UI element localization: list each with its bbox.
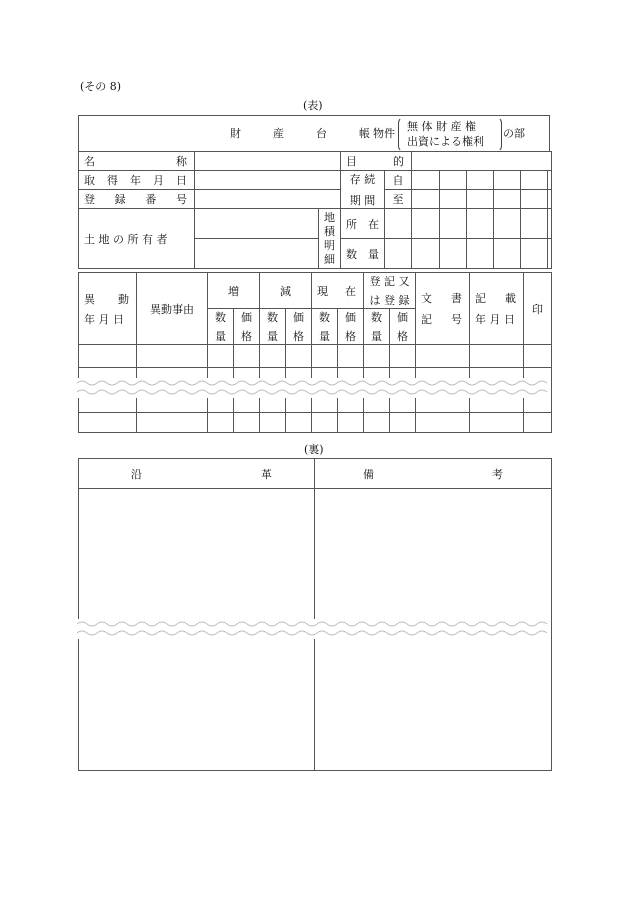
land-detail-label-cell bbox=[319, 209, 341, 269]
price-label-1: 価 bbox=[293, 311, 304, 324]
data-cell[interactable] bbox=[286, 345, 312, 368]
label-char: 備 bbox=[363, 467, 374, 481]
form-title bbox=[230, 128, 370, 139]
label-char: 年 bbox=[130, 174, 141, 187]
data-cell[interactable] bbox=[79, 345, 137, 368]
location-cell[interactable] bbox=[548, 209, 552, 239]
qty-subheader bbox=[364, 309, 390, 345]
data-cell[interactable] bbox=[416, 345, 470, 368]
seal-header bbox=[524, 273, 552, 345]
back-side-label: (裏) bbox=[304, 443, 324, 456]
quantity-label-cell bbox=[341, 239, 385, 269]
price-label-2: 格 bbox=[345, 330, 356, 343]
price-subheader bbox=[390, 309, 416, 345]
registration-label-1: 登 記 又 bbox=[369, 275, 410, 288]
label-char: 録 bbox=[114, 193, 126, 206]
duration-label-cell bbox=[341, 171, 385, 209]
data-cell[interactable] bbox=[312, 413, 338, 433]
title-char: 台 bbox=[316, 127, 327, 140]
from-cell[interactable] bbox=[412, 171, 440, 190]
history-header bbox=[79, 459, 315, 489]
from-cell[interactable] bbox=[440, 171, 467, 190]
location-cell[interactable] bbox=[467, 209, 494, 239]
data-cell[interactable] bbox=[416, 413, 470, 433]
label-char: 文 bbox=[421, 292, 432, 305]
data-cell[interactable] bbox=[286, 413, 312, 433]
from-cell[interactable] bbox=[521, 171, 548, 190]
to-cell[interactable] bbox=[548, 190, 552, 209]
location-cell[interactable] bbox=[412, 209, 440, 239]
location-label: 所 在 bbox=[346, 217, 380, 231]
from-cell[interactable] bbox=[548, 171, 552, 190]
title-char: 財 bbox=[230, 127, 241, 140]
data-cell[interactable] bbox=[338, 345, 364, 368]
table-row bbox=[79, 413, 552, 433]
label-char: 登 bbox=[84, 193, 95, 206]
entry-date-header bbox=[470, 273, 524, 345]
entry-date-label: 年 月 日 bbox=[475, 313, 515, 326]
bracket-option-intangible: 無 体 財 産 権 bbox=[407, 120, 476, 133]
location-cell[interactable] bbox=[494, 209, 521, 239]
location-cell[interactable] bbox=[440, 209, 467, 239]
page-number-label: (その 8) bbox=[80, 80, 122, 93]
price-subheader bbox=[338, 309, 364, 345]
from-cell[interactable] bbox=[467, 171, 494, 190]
data-cell[interactable] bbox=[524, 413, 552, 433]
decrease-label: 減 bbox=[280, 284, 291, 298]
data-cell[interactable] bbox=[137, 413, 208, 433]
price-label-1: 価 bbox=[397, 311, 408, 324]
to-cell[interactable] bbox=[440, 190, 467, 209]
remarks-header bbox=[315, 459, 552, 489]
acquired-date-value-cell[interactable] bbox=[195, 171, 341, 190]
back-table bbox=[78, 458, 552, 771]
label-char: 取 bbox=[84, 174, 95, 187]
quantity-label: 数 量 bbox=[346, 247, 380, 261]
duration-label-1: 存 続 bbox=[349, 173, 376, 186]
buken-label: 物件 bbox=[373, 127, 395, 140]
change-date-header bbox=[79, 273, 137, 345]
document-no-header bbox=[416, 273, 470, 345]
to-label-cell bbox=[385, 190, 412, 209]
qty-label-2: 量 bbox=[215, 330, 226, 343]
qty-label-1: 数 bbox=[319, 311, 330, 324]
data-cell[interactable] bbox=[390, 413, 416, 433]
back-table-break-marker bbox=[77, 619, 551, 639]
qty-label-1: 数 bbox=[371, 311, 382, 324]
to-cell[interactable] bbox=[467, 190, 494, 209]
price-label-1: 価 bbox=[241, 311, 252, 324]
data-cell[interactable] bbox=[234, 413, 260, 433]
quantity-cell[interactable] bbox=[548, 239, 552, 269]
label-char: 革 bbox=[261, 467, 272, 481]
label-char: 記 bbox=[421, 313, 432, 326]
data-cell[interactable] bbox=[208, 413, 234, 433]
qty-label-2: 量 bbox=[319, 330, 330, 343]
label-char: 名 bbox=[84, 155, 95, 168]
quantity-cell[interactable] bbox=[440, 239, 467, 269]
label-char: 載 bbox=[505, 292, 516, 305]
bracket-option-investment: 出資による権利 bbox=[407, 135, 484, 148]
change-date-label: 年 月 日 bbox=[84, 312, 124, 326]
label-char: 考 bbox=[492, 467, 503, 481]
purpose-label-cell bbox=[341, 152, 412, 171]
quantity-cell[interactable] bbox=[385, 239, 412, 269]
seal-label: 印 bbox=[532, 302, 543, 316]
price-label-2: 格 bbox=[397, 330, 408, 343]
land-detail-label: 地 積 明 細 bbox=[324, 210, 335, 266]
qty-subheader bbox=[208, 309, 234, 345]
name-label-cell bbox=[79, 152, 195, 171]
title-char: 産 bbox=[273, 127, 284, 140]
decrease-header bbox=[260, 273, 312, 309]
land-owner-value-cell-2[interactable] bbox=[195, 239, 319, 269]
price-subheader bbox=[286, 309, 312, 345]
location-label-cell bbox=[341, 209, 385, 239]
label-char: 異 bbox=[84, 292, 95, 306]
quantity-cell[interactable] bbox=[412, 239, 440, 269]
registration-label-2: は 登 録 bbox=[369, 294, 410, 307]
label-char: 番 bbox=[145, 193, 157, 206]
price-subheader bbox=[234, 309, 260, 345]
data-cell[interactable] bbox=[260, 345, 286, 368]
label-char: 目 bbox=[346, 155, 358, 168]
title-char: 帳 bbox=[359, 127, 370, 140]
increase-label: 増 bbox=[228, 284, 239, 298]
label-char: 号 bbox=[451, 313, 462, 326]
data-cell[interactable] bbox=[208, 345, 234, 368]
data-cell[interactable] bbox=[364, 413, 390, 433]
qty-label-2: 量 bbox=[371, 330, 382, 343]
data-cell[interactable] bbox=[364, 345, 390, 368]
label-char: 書 bbox=[451, 292, 462, 305]
front-side-label: (表) bbox=[303, 99, 323, 112]
qty-subheader bbox=[312, 309, 338, 345]
reg-no-label-cell bbox=[79, 190, 195, 209]
no-bu-label: の部 bbox=[503, 127, 525, 140]
label-char: 月 bbox=[153, 174, 164, 187]
change-reason-header bbox=[137, 273, 208, 345]
label-char: 在 bbox=[345, 284, 356, 298]
qty-label-2: 量 bbox=[267, 330, 278, 343]
current-header bbox=[312, 273, 364, 309]
qty-label-1: 数 bbox=[267, 311, 278, 324]
data-cell[interactable] bbox=[260, 413, 286, 433]
data-cell[interactable] bbox=[338, 413, 364, 433]
data-cell[interactable] bbox=[312, 345, 338, 368]
change-history-table bbox=[78, 272, 552, 433]
location-cell[interactable] bbox=[521, 209, 548, 239]
data-cell[interactable] bbox=[470, 345, 524, 368]
data-cell[interactable] bbox=[137, 345, 208, 368]
table-row bbox=[79, 345, 552, 368]
acquired-date-label-cell bbox=[79, 171, 195, 190]
quantity-cell[interactable] bbox=[521, 239, 548, 269]
table-break-marker bbox=[77, 378, 551, 398]
increase-header bbox=[208, 273, 260, 309]
land-owner-value-cell[interactable] bbox=[195, 209, 319, 239]
label-char: 的 bbox=[393, 155, 405, 168]
from-label: 自 bbox=[392, 174, 404, 187]
land-owner-label: 土 地 の 所 有 者 bbox=[84, 232, 168, 246]
label-char: 号 bbox=[175, 193, 187, 206]
label-char: 日 bbox=[176, 174, 187, 187]
qty-subheader bbox=[260, 309, 286, 345]
to-cell[interactable] bbox=[494, 190, 521, 209]
to-cell[interactable] bbox=[521, 190, 548, 209]
label-char: 記 bbox=[475, 292, 486, 305]
data-cell[interactable] bbox=[524, 345, 552, 368]
data-cell[interactable] bbox=[234, 345, 260, 368]
location-cell[interactable] bbox=[385, 209, 412, 239]
label-char: 沿 bbox=[131, 467, 142, 481]
data-cell[interactable] bbox=[470, 413, 524, 433]
data-cell[interactable] bbox=[79, 413, 137, 433]
purpose-value-cell[interactable] bbox=[412, 152, 552, 171]
qty-label-1: 数 bbox=[215, 311, 226, 324]
label-char: 称 bbox=[176, 155, 187, 168]
label-char: 動 bbox=[118, 292, 129, 306]
registration-header bbox=[364, 273, 416, 309]
land-owner-label-cell bbox=[79, 209, 195, 269]
to-label: 至 bbox=[392, 193, 404, 206]
from-cell[interactable] bbox=[494, 171, 521, 190]
to-cell[interactable] bbox=[412, 190, 440, 209]
label-char: 現 bbox=[317, 284, 328, 298]
quantity-cell[interactable] bbox=[467, 239, 494, 269]
reg-no-value-cell[interactable] bbox=[195, 190, 341, 209]
price-label-2: 格 bbox=[293, 330, 304, 343]
price-label-1: 価 bbox=[345, 311, 356, 324]
change-reason-label: 異動事由 bbox=[150, 302, 194, 316]
data-cell[interactable] bbox=[390, 345, 416, 368]
price-label-2: 格 bbox=[241, 330, 252, 343]
quantity-cell[interactable] bbox=[494, 239, 521, 269]
property-info-table bbox=[78, 151, 552, 269]
from-label-cell bbox=[385, 171, 412, 190]
name-value-cell[interactable] bbox=[195, 152, 341, 171]
duration-label-2: 期 間 bbox=[349, 194, 376, 207]
label-char: 得 bbox=[107, 174, 118, 187]
